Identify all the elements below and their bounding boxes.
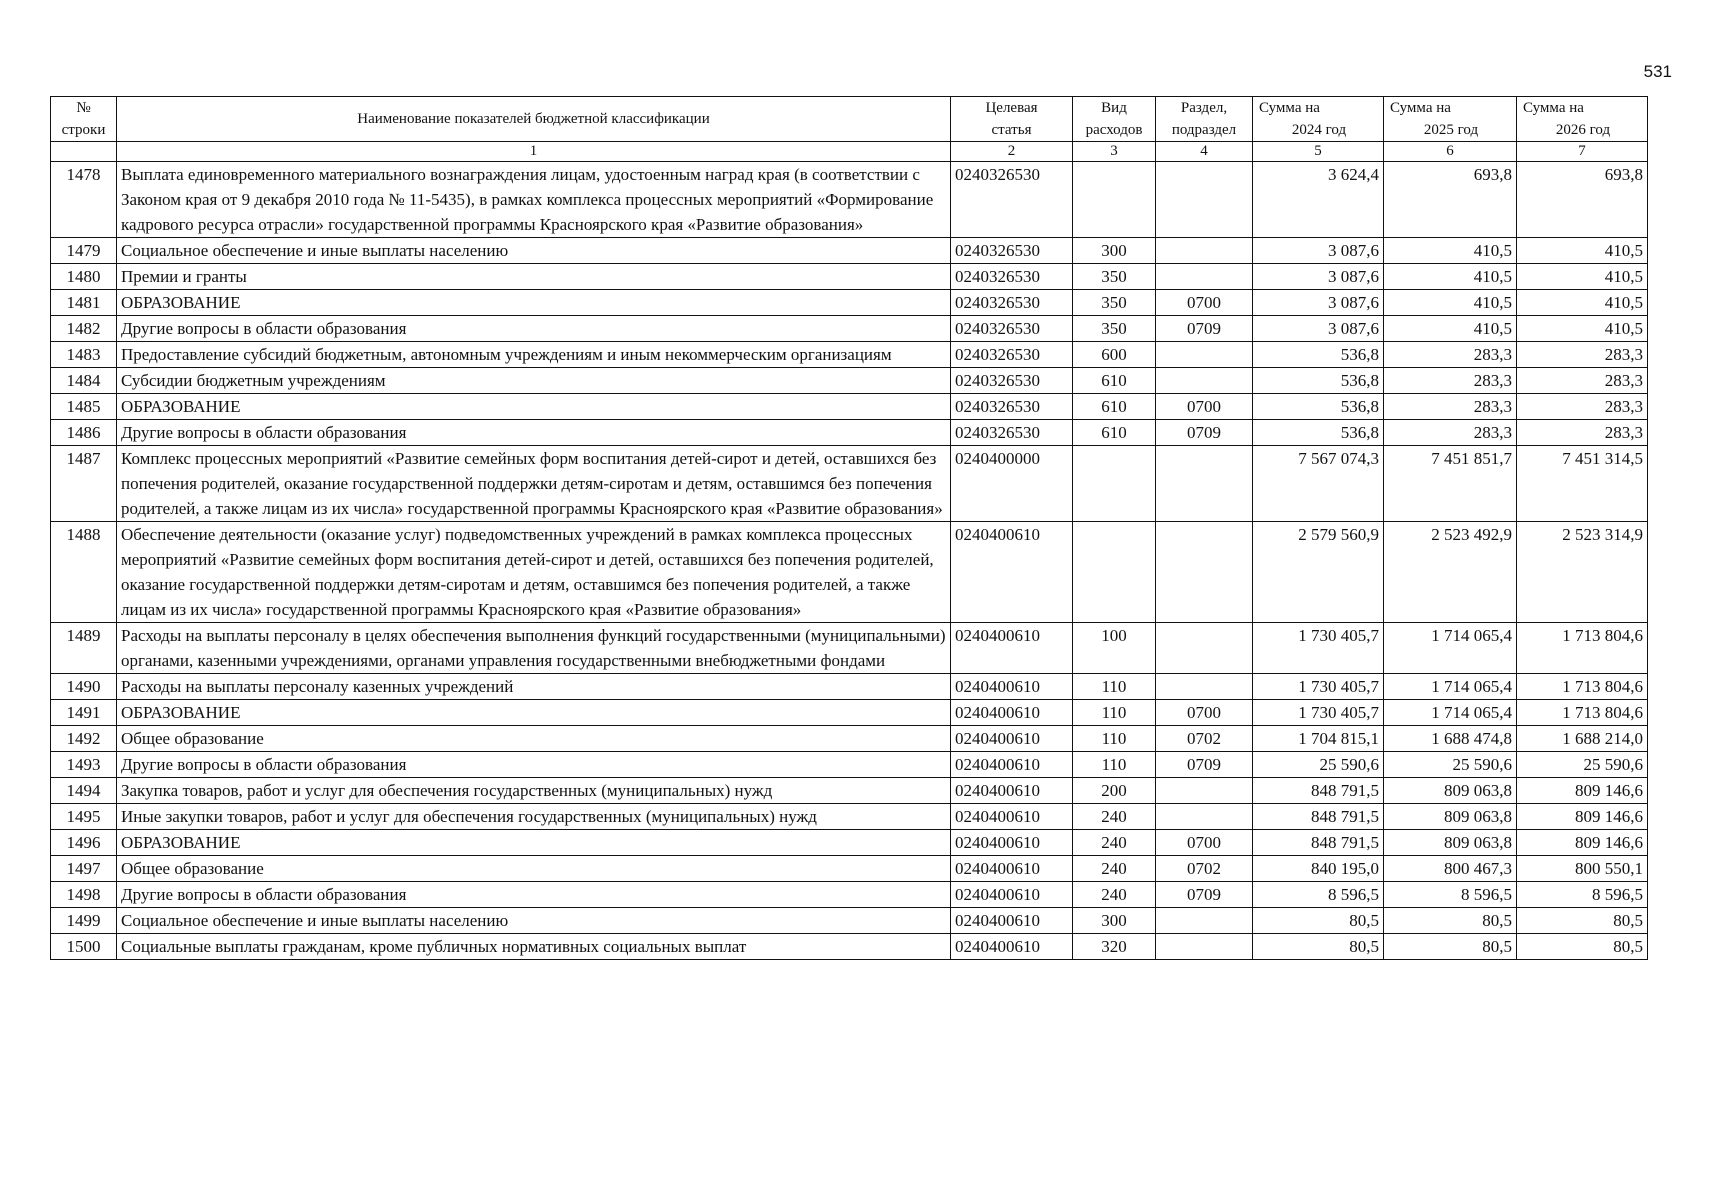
row-sum-2026: 1 688 214,0 [1517,726,1648,752]
row-sum-2026: 809 146,6 [1517,778,1648,804]
row-sum-2025: 1 714 065,4 [1384,674,1517,700]
header-expense-type [1073,97,1156,142]
row-target-article: 0240400610 [951,700,1073,726]
row-sum-2024: 1 704 815,1 [1253,726,1384,752]
row-number: 1494 [51,778,117,804]
row-sum-2025: 1 714 065,4 [1384,623,1517,674]
row-number: 1497 [51,856,117,882]
row-section: 0700 [1156,830,1253,856]
row-indicator-name: ОБРАЗОВАНИЕ [117,290,951,316]
row-sum-2026: 25 590,6 [1517,752,1648,778]
row-expense-type: 240 [1073,856,1156,882]
row-indicator-name: Расходы на выплаты персоналу в целях обеспечения выполнения функций государственными (муниципальными) органами, казенными учреждениями, органами управления государственными внебюджетными фондами [117,623,951,674]
row-sum-2024: 3 087,6 [1253,290,1384,316]
row-target-article: 0240400000 [951,446,1073,522]
header-sum2024-line2: 2024 год [1291,122,1347,138]
column-number: 4 [1156,142,1253,162]
row-number: 1490 [51,674,117,700]
header-exp-line2: расходов [1085,122,1143,138]
table-row [51,882,1648,908]
row-number: 1493 [51,752,117,778]
row-target-article: 0240400610 [951,882,1073,908]
row-sum-2025: 8 596,5 [1384,882,1517,908]
row-sum-2026: 410,5 [1517,264,1648,290]
row-sum-2025: 1 688 474,8 [1384,726,1517,752]
row-section [1156,674,1253,700]
row-expense-type: 610 [1073,368,1156,394]
row-section: 0700 [1156,700,1253,726]
row-indicator-name: Другие вопросы в области образования [117,420,951,446]
table-row [51,674,1648,700]
header-sum-2025 [1384,97,1517,142]
row-sum-2024: 80,5 [1253,908,1384,934]
row-sum-2026: 283,3 [1517,342,1648,368]
row-number: 1496 [51,830,117,856]
row-indicator-name: Премии и гранты [117,264,951,290]
row-sum-2024: 848 791,5 [1253,830,1384,856]
header-row [51,97,1648,142]
row-expense-type: 200 [1073,778,1156,804]
table-row [51,726,1648,752]
row-number: 1487 [51,446,117,522]
row-sum-2026: 283,3 [1517,394,1648,420]
row-section: 0709 [1156,752,1253,778]
row-number: 1488 [51,522,117,623]
row-target-article: 0240326530 [951,264,1073,290]
header-section-line1: Раздел, [1180,100,1228,116]
row-target-article: 0240400610 [951,830,1073,856]
row-expense-type: 300 [1073,908,1156,934]
table-row [51,778,1648,804]
row-number: 1480 [51,264,117,290]
header-indicator-name: Наименование показателей бюджетной классификации [117,97,951,142]
row-target-article: 0240400610 [951,726,1073,752]
row-sum-2025: 809 063,8 [1384,830,1517,856]
row-number: 1486 [51,420,117,446]
row-section: 0702 [1156,726,1253,752]
row-expense-type [1073,522,1156,623]
page-number: 531 [1643,62,1672,81]
table-row [51,830,1648,856]
column-number: 5 [1253,142,1384,162]
column-number: 2 [951,142,1073,162]
header-section-line2: подраздел [1171,122,1237,138]
row-target-article: 0240326530 [951,368,1073,394]
row-sum-2026: 7 451 314,5 [1517,446,1648,522]
row-indicator-name: ОБРАЗОВАНИЕ [117,830,951,856]
row-indicator-name: Иные закупки товаров, работ и услуг для обеспечения государственных (муниципальных) нужд [117,804,951,830]
row-indicator-name: Комплекс процессных мероприятий «Развитие семейных форм воспитания детей-сирот и детей, оставшихся без попечения родителей, оказание государственной поддержки детям-сиротам и детям, оставшимся без попечения родителей, а также лицам из их числа» государственной программы Красноярского края «Развитие образования» [117,446,951,522]
row-sum-2024: 1 730 405,7 [1253,674,1384,700]
row-expense-type: 100 [1073,623,1156,674]
column-number: 7 [1517,142,1648,162]
row-sum-2024: 536,8 [1253,368,1384,394]
row-number: 1481 [51,290,117,316]
row-number: 1483 [51,342,117,368]
row-sum-2024: 25 590,6 [1253,752,1384,778]
row-sum-2025: 283,3 [1384,394,1517,420]
row-target-article: 0240326530 [951,420,1073,446]
table-row [51,342,1648,368]
row-target-article: 0240326530 [951,290,1073,316]
header-exp-line1: Вид [1101,100,1127,116]
header-target-line1: Целевая [985,100,1038,116]
header-sum2025-line2: 2025 год [1423,122,1479,138]
table-row [51,446,1648,522]
row-section: 0709 [1156,420,1253,446]
row-sum-2024: 2 579 560,9 [1253,522,1384,623]
row-section: 0709 [1156,316,1253,342]
table-row [51,162,1648,238]
row-sum-2024: 8 596,5 [1253,882,1384,908]
row-indicator-name: Общее образование [117,856,951,882]
row-sum-2026: 80,5 [1517,908,1648,934]
budget-table [50,96,1648,960]
row-target-article: 0240326530 [951,394,1073,420]
row-expense-type: 320 [1073,934,1156,960]
table-row [51,700,1648,726]
row-section [1156,368,1253,394]
row-section [1156,623,1253,674]
row-sum-2024: 536,8 [1253,420,1384,446]
header-row-number-line2: строки [61,122,106,138]
row-sum-2026: 1 713 804,6 [1517,623,1648,674]
row-target-article: 0240326530 [951,162,1073,238]
row-sum-2026: 809 146,6 [1517,830,1648,856]
table-row [51,316,1648,342]
row-target-article: 0240326530 [951,238,1073,264]
table-row [51,238,1648,264]
row-number: 1492 [51,726,117,752]
row-target-article: 0240326530 [951,316,1073,342]
row-expense-type: 110 [1073,726,1156,752]
row-sum-2025: 2 523 492,9 [1384,522,1517,623]
row-sum-2024: 7 567 074,3 [1253,446,1384,522]
header-sum2024-line1: Сумма на [1259,100,1320,116]
row-indicator-name: Социальное обеспечение и иные выплаты населению [117,238,951,264]
row-sum-2025: 1 714 065,4 [1384,700,1517,726]
row-section [1156,804,1253,830]
row-sum-2025: 25 590,6 [1384,752,1517,778]
row-expense-type: 610 [1073,394,1156,420]
row-indicator-name: Социальное обеспечение и иные выплаты населению [117,908,951,934]
row-section [1156,778,1253,804]
row-expense-type [1073,162,1156,238]
row-target-article: 0240400610 [951,752,1073,778]
row-sum-2024: 3 087,6 [1253,316,1384,342]
row-sum-2025: 410,5 [1384,238,1517,264]
row-indicator-name: Другие вопросы в области образования [117,752,951,778]
row-section [1156,238,1253,264]
row-indicator-name: Предоставление субсидий бюджетным, автономным учреждениям и иным некоммерческим организациям [117,342,951,368]
table-body [51,162,1648,960]
row-sum-2025: 809 063,8 [1384,778,1517,804]
row-expense-type: 350 [1073,264,1156,290]
column-number: 3 [1073,142,1156,162]
row-sum-2024: 3 087,6 [1253,264,1384,290]
header-sum2026-line1: Сумма на [1523,100,1584,116]
row-sum-2026: 2 523 314,9 [1517,522,1648,623]
column-number: 6 [1384,142,1517,162]
header-target-article [951,97,1073,142]
row-expense-type: 350 [1073,290,1156,316]
row-sum-2026: 8 596,5 [1517,882,1648,908]
table-row [51,368,1648,394]
row-section: 0700 [1156,394,1253,420]
table-row [51,420,1648,446]
row-sum-2026: 410,5 [1517,238,1648,264]
row-indicator-name: Обеспечение деятельности (оказание услуг) подведомственных учреждений в рамках комплекса процессных мероприятий «Развитие семейных форм воспитания детей-сирот и детей, оставшихся без попечения родителей, оказание государственной поддержки детям-сиротам и детям, оставшимся без попечения родителей, а также лицам из их числа» государственной программы Красноярского края «Развитие образования» [117,522,951,623]
row-number: 1495 [51,804,117,830]
row-section [1156,264,1253,290]
row-sum-2025: 809 063,8 [1384,804,1517,830]
row-indicator-name: Закупка товаров, работ и услуг для обеспечения государственных (муниципальных) нужд [117,778,951,804]
header-target-line2: статья [991,122,1032,138]
row-sum-2024: 80,5 [1253,934,1384,960]
table-header [51,97,1648,162]
header-section [1156,97,1253,142]
row-section: 0702 [1156,856,1253,882]
row-sum-2024: 536,8 [1253,394,1384,420]
row-target-article: 0240400610 [951,674,1073,700]
row-indicator-name: Расходы на выплаты персоналу казенных учреждений [117,674,951,700]
row-target-article: 0240326530 [951,342,1073,368]
row-indicator-name: Выплата единовременного материального вознаграждения лицам, удостоенным наград края (в соответствии с Законом края от 9 декабря 2010 года № 11-5435), в рамках комплекса процессных мероприятий «Формирование кадрового ресурса отрасли» государственной программы Красноярского края «Развитие образования» [117,162,951,238]
row-number: 1491 [51,700,117,726]
row-sum-2025: 693,8 [1384,162,1517,238]
row-sum-2025: 80,5 [1384,908,1517,934]
row-expense-type: 240 [1073,830,1156,856]
row-sum-2024: 840 195,0 [1253,856,1384,882]
column-number: 1 [117,142,951,162]
row-expense-type: 110 [1073,752,1156,778]
row-section [1156,934,1253,960]
row-number: 1482 [51,316,117,342]
row-sum-2026: 410,5 [1517,290,1648,316]
row-sum-2026: 809 146,6 [1517,804,1648,830]
row-indicator-name: Социальные выплаты гражданам, кроме публичных нормативных социальных выплат [117,934,951,960]
row-target-article: 0240400610 [951,856,1073,882]
row-number: 1498 [51,882,117,908]
row-sum-2024: 536,8 [1253,342,1384,368]
row-target-article: 0240400610 [951,778,1073,804]
row-expense-type: 610 [1073,420,1156,446]
row-number: 1499 [51,908,117,934]
row-section: 0709 [1156,882,1253,908]
row-number: 1484 [51,368,117,394]
row-indicator-name: ОБРАЗОВАНИЕ [117,394,951,420]
row-indicator-name: Другие вопросы в области образования [117,316,951,342]
row-number: 1485 [51,394,117,420]
row-section [1156,162,1253,238]
row-expense-type: 600 [1073,342,1156,368]
row-indicator-name: ОБРАЗОВАНИЕ [117,700,951,726]
header-row-number-line1: № [76,100,91,116]
row-sum-2024: 3 624,4 [1253,162,1384,238]
row-target-article: 0240400610 [951,934,1073,960]
row-number: 1500 [51,934,117,960]
row-sum-2025: 800 467,3 [1384,856,1517,882]
row-expense-type: 110 [1073,674,1156,700]
row-sum-2024: 1 730 405,7 [1253,623,1384,674]
row-number: 1479 [51,238,117,264]
row-section: 0700 [1156,290,1253,316]
row-sum-2025: 80,5 [1384,934,1517,960]
row-sum-2024: 3 087,6 [1253,238,1384,264]
row-sum-2026: 1 713 804,6 [1517,674,1648,700]
table-row [51,394,1648,420]
row-expense-type: 240 [1073,882,1156,908]
table-row [51,623,1648,674]
row-sum-2025: 283,3 [1384,342,1517,368]
row-number: 1489 [51,623,117,674]
row-section [1156,522,1253,623]
row-sum-2026: 1 713 804,6 [1517,700,1648,726]
row-indicator-name: Общее образование [117,726,951,752]
row-sum-2025: 283,3 [1384,368,1517,394]
table-row [51,934,1648,960]
row-expense-type: 350 [1073,316,1156,342]
row-indicator-name: Другие вопросы в области образования [117,882,951,908]
row-sum-2024: 848 791,5 [1253,804,1384,830]
row-indicator-name: Субсидии бюджетным учреждениям [117,368,951,394]
row-sum-2025: 283,3 [1384,420,1517,446]
table-row [51,752,1648,778]
row-expense-type [1073,446,1156,522]
row-sum-2024: 848 791,5 [1253,778,1384,804]
table-row [51,804,1648,830]
row-section [1156,908,1253,934]
row-target-article: 0240400610 [951,522,1073,623]
row-sum-2025: 410,5 [1384,264,1517,290]
row-target-article: 0240400610 [951,908,1073,934]
row-sum-2026: 693,8 [1517,162,1648,238]
header-sum2026-line2: 2026 год [1555,122,1611,138]
column-number-blank [51,142,117,162]
row-sum-2025: 410,5 [1384,290,1517,316]
header-row-number [51,97,117,142]
row-sum-2024: 1 730 405,7 [1253,700,1384,726]
row-sum-2026: 800 550,1 [1517,856,1648,882]
row-expense-type: 110 [1073,700,1156,726]
header-sum-2024 [1253,97,1384,142]
table-row [51,908,1648,934]
header-sum2025-line1: Сумма на [1390,100,1451,116]
row-target-article: 0240400610 [951,804,1073,830]
row-number: 1478 [51,162,117,238]
row-section [1156,342,1253,368]
table-row [51,856,1648,882]
table-row [51,522,1648,623]
table-row [51,264,1648,290]
row-sum-2026: 410,5 [1517,316,1648,342]
row-expense-type: 240 [1073,804,1156,830]
row-sum-2025: 7 451 851,7 [1384,446,1517,522]
row-target-article: 0240400610 [951,623,1073,674]
header-sum-2026 [1517,97,1648,142]
row-expense-type: 300 [1073,238,1156,264]
table-row [51,290,1648,316]
row-sum-2026: 283,3 [1517,420,1648,446]
row-sum-2026: 80,5 [1517,934,1648,960]
row-sum-2025: 410,5 [1384,316,1517,342]
column-numbers-row [51,142,1648,162]
row-section [1156,446,1253,522]
row-sum-2026: 283,3 [1517,368,1648,394]
